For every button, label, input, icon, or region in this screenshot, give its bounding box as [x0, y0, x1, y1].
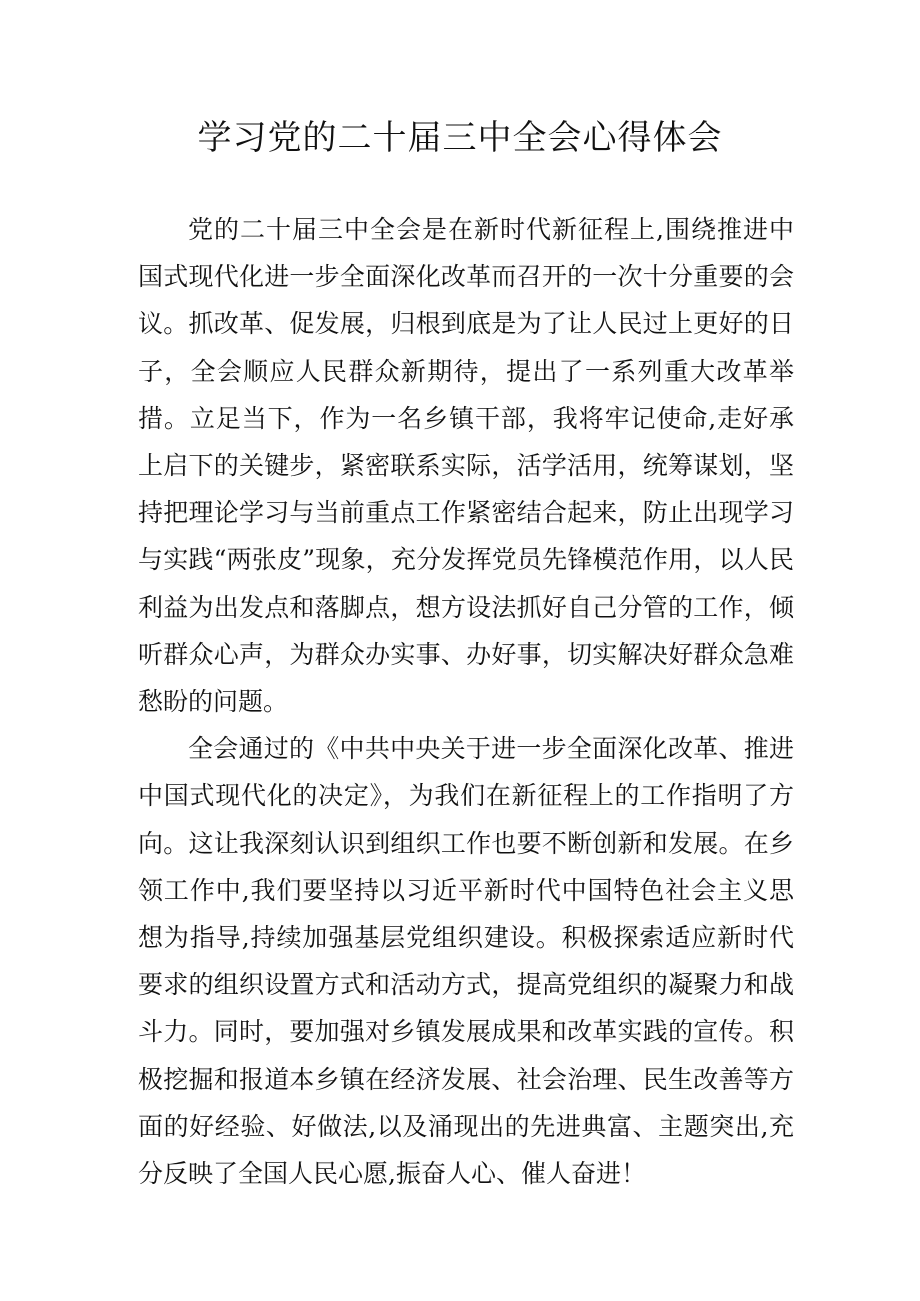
- paragraph-2: 全会通过的《中共中央关于进一步全面深化改革、推进中国式现代化的决定》，为我们在新征程上的工作指明了方向。这让我深刻认识到组织工作也要不断创新和发展。在乡领工作中,我们要坚持以习近平新时代中国特色社会主义思想为指导,持续加强基层党组织建设。积极探索适应新时代要求的组织设置方式和活动方式，提高党组织的凝聚力和战斗力。同时，要加强对乡镇发展成果和改革实践的宣传。积极挖掘和报道本乡镇在经济发展、社会治理、民生改善等方面的好经验、好做法,以及涌现出的先进典富、主题突出,充分反映了全国人民心愿,振奋人心、催人奋进！: [138, 734, 794, 1189]
- document-title: 学习党的二十届三中全会心得体会: [197, 118, 723, 158]
- paragraph-1: 党的二十届三中全会是在新时代新征程上,围绕推进中国式现代化进一步全面深化改革而召开的一次十分重要的会议。抓改革、促发展，归根到底是为了让人民过上更好的日子，全会顺应人民群众新期待，提出了一系列重大改革举措。立足当下，作为一名乡镇干部，我将牢记使命,走好承上启下的关键步，紧密联系实际，活学活用，统筹谋划，坚持把理论学习与当前重点工作紧密结合起来，防止出现学习与实践“两张皮”现象，充分发挥党员先锋模范作用，以人民利益为出发点和落脚点，想方设法抓好自己分管的工作，倾听群众心声，为群众办实事、办好事，切实解决好群众急难愁盼的问题。: [138, 215, 794, 717]
- document-body: [138, 206, 794, 1197]
